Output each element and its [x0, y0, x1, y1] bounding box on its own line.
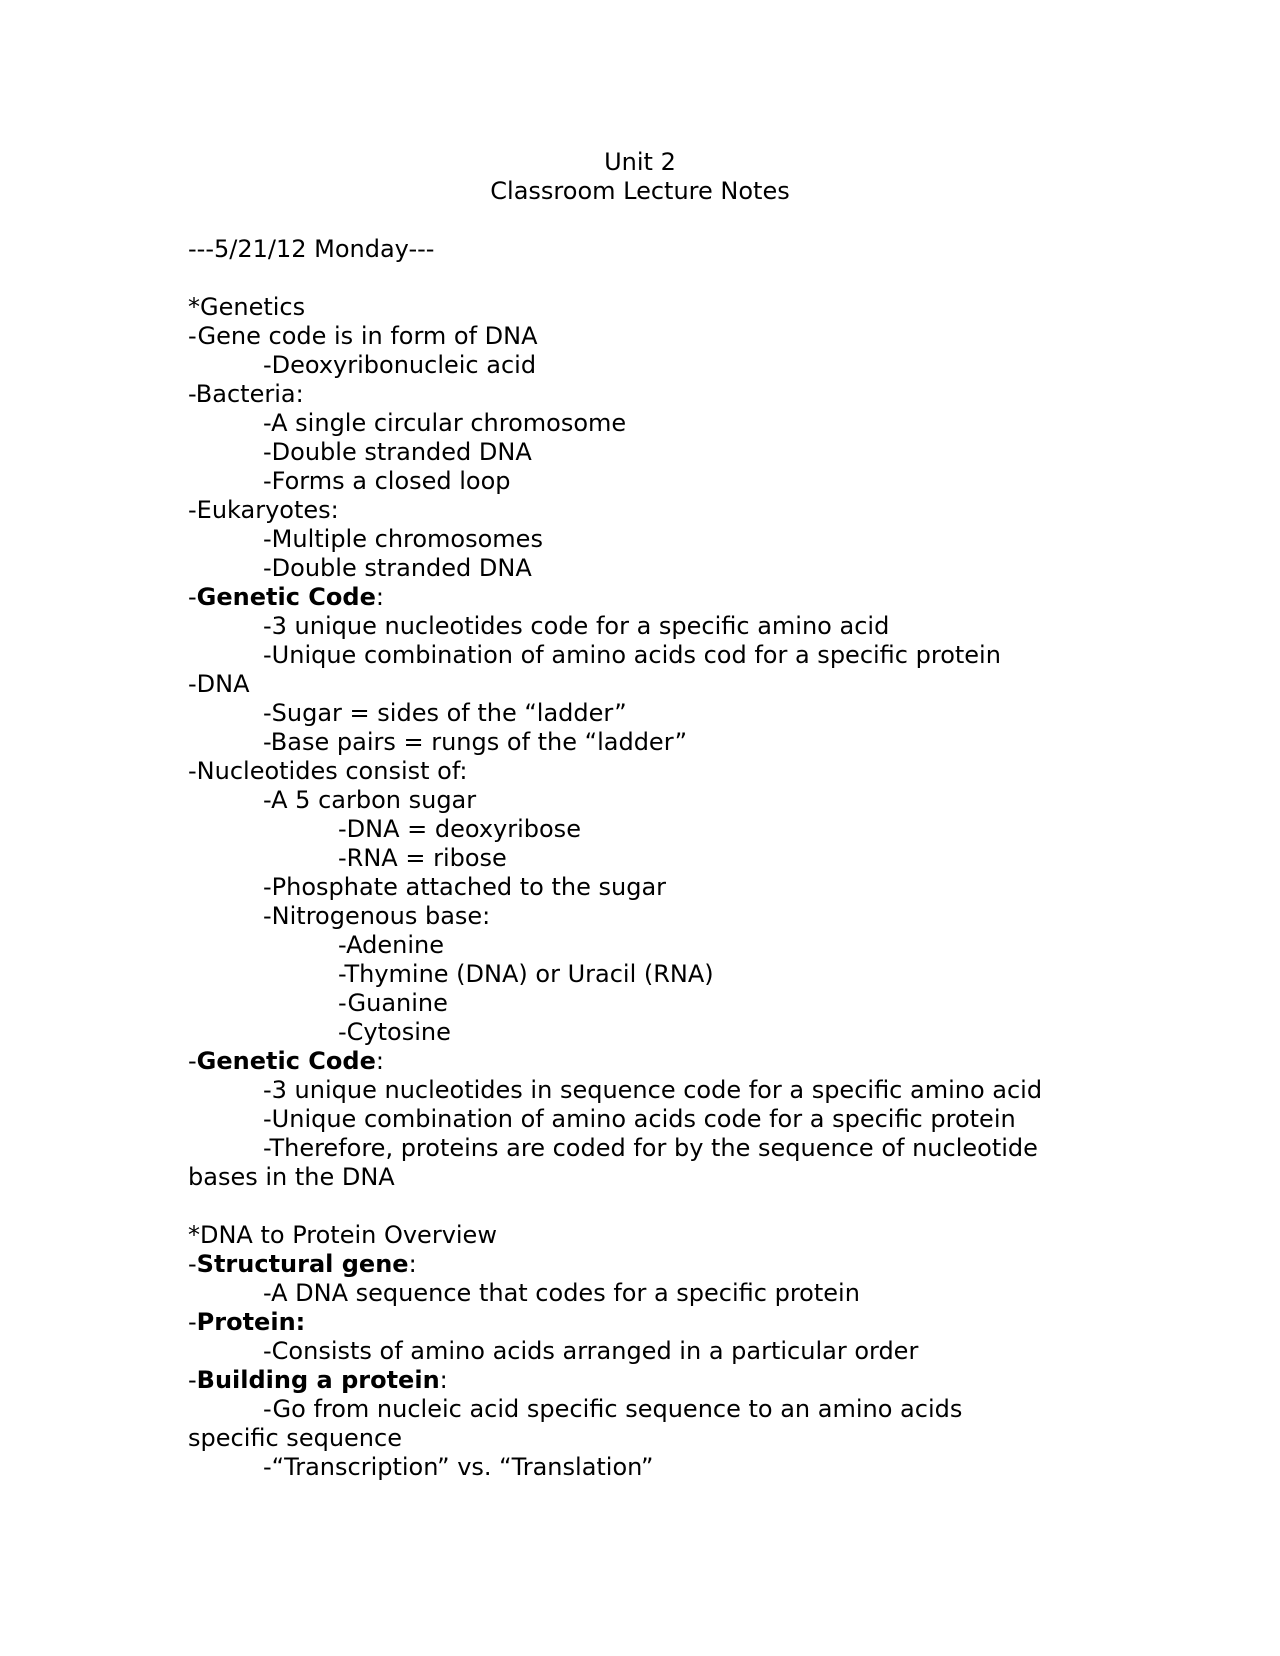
building-bold: Building a protein	[196, 1366, 440, 1394]
bacteria-line: -Bacteria:	[188, 380, 304, 408]
genetic-code-item: -Unique combination of amino acids code for a specific protein	[263, 1105, 1016, 1133]
genetic-code-item: -3 unique nucleotides code for a specific amino acid	[263, 612, 890, 640]
eukaryotes-item: -Double stranded DNA	[263, 554, 532, 582]
protein-item: -Consists of amino acids arranged in a particular order	[263, 1337, 919, 1365]
genetic-code-suffix: :	[375, 1047, 384, 1075]
dna-item: -Sugar = sides of the “ladder”	[263, 699, 627, 727]
genetic-code-bold: Genetic Code	[196, 583, 376, 611]
genetic-code-prefix: -	[188, 583, 197, 611]
gene-code-line: -Gene code is in form of DNA	[188, 322, 538, 350]
building-item: -Go from nucleic acid specific sequence to an amino acids	[263, 1395, 963, 1423]
genetic-code-item: -Unique combination of amino acids cod for a specific protein	[263, 641, 1001, 669]
genetic-code-prefix: -	[188, 1047, 197, 1075]
therefore-line-cont: bases in the DNA	[188, 1163, 395, 1191]
structural-gene-suffix: :	[408, 1250, 417, 1278]
date-header: ---5/21/12 Monday---	[188, 235, 435, 263]
title-unit: Unit 2	[604, 148, 676, 176]
notes-body	[188, 235, 1088, 1482]
deoxy-line: -Deoxyribonucleic acid	[263, 351, 537, 379]
bacteria-item: -A single circular chromosome	[263, 409, 627, 437]
bacteria-item: -Forms a closed loop	[263, 467, 511, 495]
sugar-item: -RNA = ribose	[338, 844, 507, 872]
spacer	[188, 264, 1088, 293]
nucleotides-line: -Nucleotides consist of:	[188, 757, 468, 785]
eukaryotes-item: -Multiple chromosomes	[263, 525, 543, 553]
protein-heading	[188, 1308, 1088, 1337]
spacer	[188, 1192, 1088, 1221]
overview-heading: *DNA to Protein Overview	[188, 1221, 497, 1249]
dna-line: -DNA	[188, 670, 250, 698]
structural-gene-item: -A DNA sequence that codes for a specific protein	[263, 1279, 860, 1307]
genetic-code-suffix: :	[375, 583, 384, 611]
structural-gene-prefix: -	[188, 1250, 197, 1278]
protein-bold: Protein:	[196, 1308, 306, 1336]
carbon-sugar-line: -A 5 carbon sugar	[263, 786, 477, 814]
base-item: -Cytosine	[338, 1018, 451, 1046]
document-title	[0, 148, 1280, 206]
genetics-heading: *Genetics	[188, 293, 306, 321]
structural-gene-heading	[188, 1250, 1088, 1279]
title-subtitle: Classroom Lecture Notes	[490, 177, 790, 205]
building-heading	[188, 1366, 1088, 1395]
base-item: -Guanine	[338, 989, 448, 1017]
genetic-code-heading	[188, 1047, 1088, 1076]
building-item: -“Transcription” vs. “Translation”	[263, 1453, 654, 1481]
base-item: -Adenine	[338, 931, 444, 959]
phosphate-line: -Phosphate attached to the sugar	[263, 873, 667, 901]
therefore-line: -Therefore, proteins are coded for by the sequence of nucleotide	[263, 1134, 1038, 1162]
building-item-cont: specific sequence	[188, 1424, 402, 1452]
dna-item: -Base pairs = rungs of the “ladder”	[263, 728, 688, 756]
eukaryotes-line: -Eukaryotes:	[188, 496, 339, 524]
genetic-code-item: -3 unique nucleotides in sequence code for a specific amino acid	[263, 1076, 1043, 1104]
protein-prefix: -	[188, 1308, 197, 1336]
building-prefix: -	[188, 1366, 197, 1394]
structural-gene-bold: Structural gene	[196, 1250, 409, 1278]
bacteria-item: -Double stranded DNA	[263, 438, 532, 466]
base-item: -Thymine (DNA) or Uracil (RNA)	[338, 960, 714, 988]
building-suffix: :	[439, 1366, 448, 1394]
sugar-item: -DNA = deoxyribose	[338, 815, 581, 843]
genetic-code-bold: Genetic Code	[196, 1047, 376, 1075]
nitrogenous-line: -Nitrogenous base:	[263, 902, 491, 930]
genetic-code-heading	[188, 583, 1088, 612]
